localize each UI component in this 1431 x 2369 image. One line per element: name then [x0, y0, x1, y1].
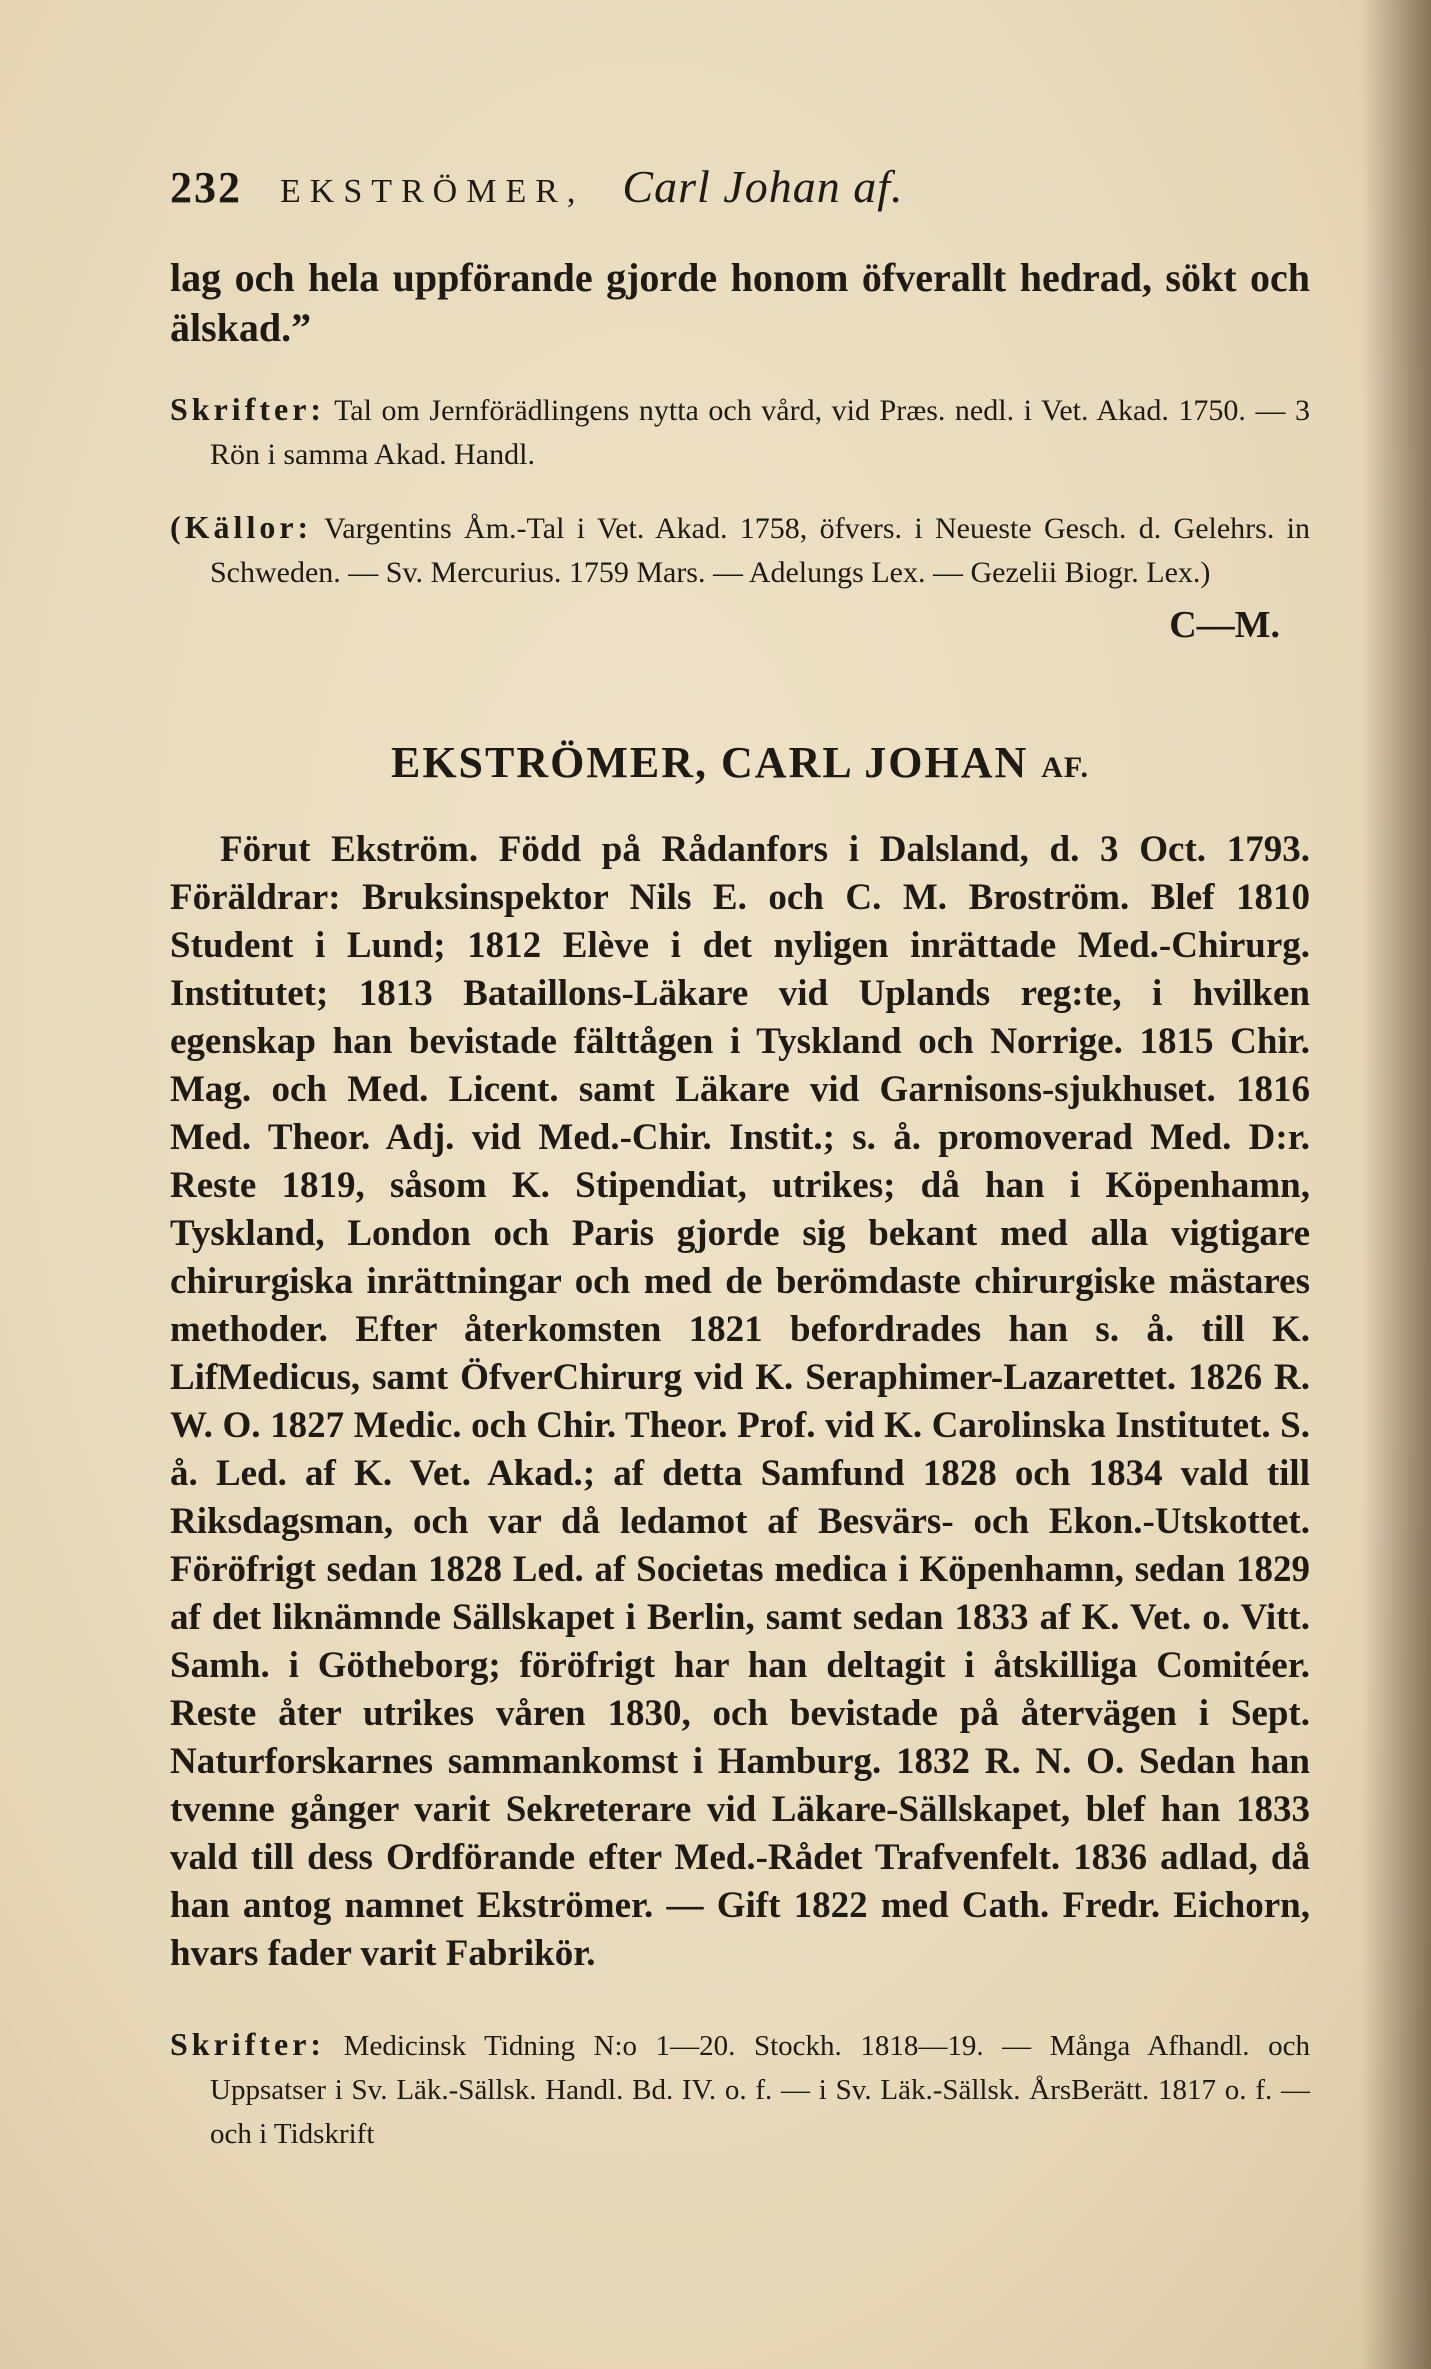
- author-signature: C—M.: [1169, 604, 1280, 646]
- previous-entry-sources: [170, 505, 1310, 595]
- running-head-name: EKSTRÖMER,: [280, 173, 585, 210]
- entry-body: Förut Ekström. Född på Rådanfors i Dalsland, d. 3 Oct. 1793. Föräldrar: Bruksinspektor Nils E. och C. M. Broström. Blef 1810 Student i Lund; 1812 Elève i det nyligen inrättade Med.-Chirurg. Institutet; 1813 Bataillons-Läkare vid Uplands reg:te, i hvilken egenskap han bevistade fälttågen i Tyskland och Norrige. 1815 Chir. Mag. och Med. Licent. samt Läkare vid Garnisons-sjukhuset. 1816 Med. Theor. Adj. vid Med.-Chir. Instit.; s. å. promoverad Med. D:r. Reste 1819, såsom K. Stipendiat, utrikes; då han i Köpenhamn, Tyskland, London och Paris gjorde sig bekant med alla vigtigare chirurgiska inrättningar och med de berömdaste chirurgiske mästares methoder. Efter återkomsten 1821 befordrades han s. å. till K. LifMedicus, samt ÖfverChirurg vid K. Seraphimer-Lazarettet. 1826 R. W. O. 1827 Medic. och Chir. Theor. Prof. vid K. Carolinska Institutet. S. å. Led. af K. Vet. Akad.; af detta Samfund 1828 och 1834 vald till Riksdagsman, och var då ledamot af Besvärs- och Ekon.-Utskottet. Föröfrigt sedan 1828 Led. af Societas medica i Köpenhamn, sedan 1829 af det liknämnde Sällskapet i Berlin, samt sedan 1833 af K. Vet. o. Vitt. Samh. i Götheborg; föröfrigt har han deltagit i åtskilliga Comitéer. Reste åter utrikes våren 1830, och bevistade på återvägen i Sept. Naturforskarnes sammankomst i Hamburg. 1832 R. N. O. Sedan han tvenne gånger varit Sekreterare vid Läkare-Sällskapet, blef han 1833 vald till dess Ordförande efter Med.-Rådet Trafvenfelt. 1836 adlad, då han antog namnet Ekströmer. — Gift 1822 med Cath. Fredr. Eichorn, hvars fader varit Fabrikör.: [170, 829, 1310, 1974]
- entry-title-name: EKSTRÖMER, CARL JOHAN: [390, 738, 1029, 787]
- sources-text: Vargentins Åm.-Tal i Vet. Akad. 1758, öfvers. i Neueste Gesch. d. Gelehrs. in Schweden. — Sv. Mercurius. 1759 Mars. — Adelungs Lex. — Gezelii Biogr. Lex.): [210, 512, 1310, 589]
- page-edge-shadow: [1361, 0, 1431, 2369]
- running-head: [170, 160, 1310, 213]
- page-content: [170, 160, 1310, 2156]
- previous-entry-writings: [170, 387, 1310, 477]
- entry-title-suffix: AF.: [1041, 751, 1090, 784]
- page-number: 232: [170, 163, 242, 212]
- writings-text: Medicinsk Tidning N:o 1—20. Stockh. 1818—19. — Många Afhandl. och Uppsatser i Sv. Läk.-Sällsk. Handl. Bd. IV. o. f. — i Sv. Läk.-Sällsk. ÅrsBerätt. 1817 o. f. — och i Tidskrift: [210, 2030, 1311, 2150]
- writings-label: Skrifter:: [170, 391, 326, 427]
- entry-title: [170, 737, 1310, 788]
- previous-entry-carryover: lag och hela uppförande gjorde honom öfverallt hedrad, sökt och älskad.”: [170, 255, 1310, 350]
- sources-label: (Källor:: [170, 509, 313, 545]
- writings-text: Tal om Jernförädlingens nytta och vård, vid Præs. nedl. i Vet. Akad. 1750. — 3 Rön i samma Akad. Handl.: [210, 394, 1310, 471]
- writings-label: Skrifter:: [170, 2026, 326, 2062]
- handwritten-annotation: Carl Johan af.: [622, 161, 904, 212]
- entry-writings: [170, 2022, 1310, 2156]
